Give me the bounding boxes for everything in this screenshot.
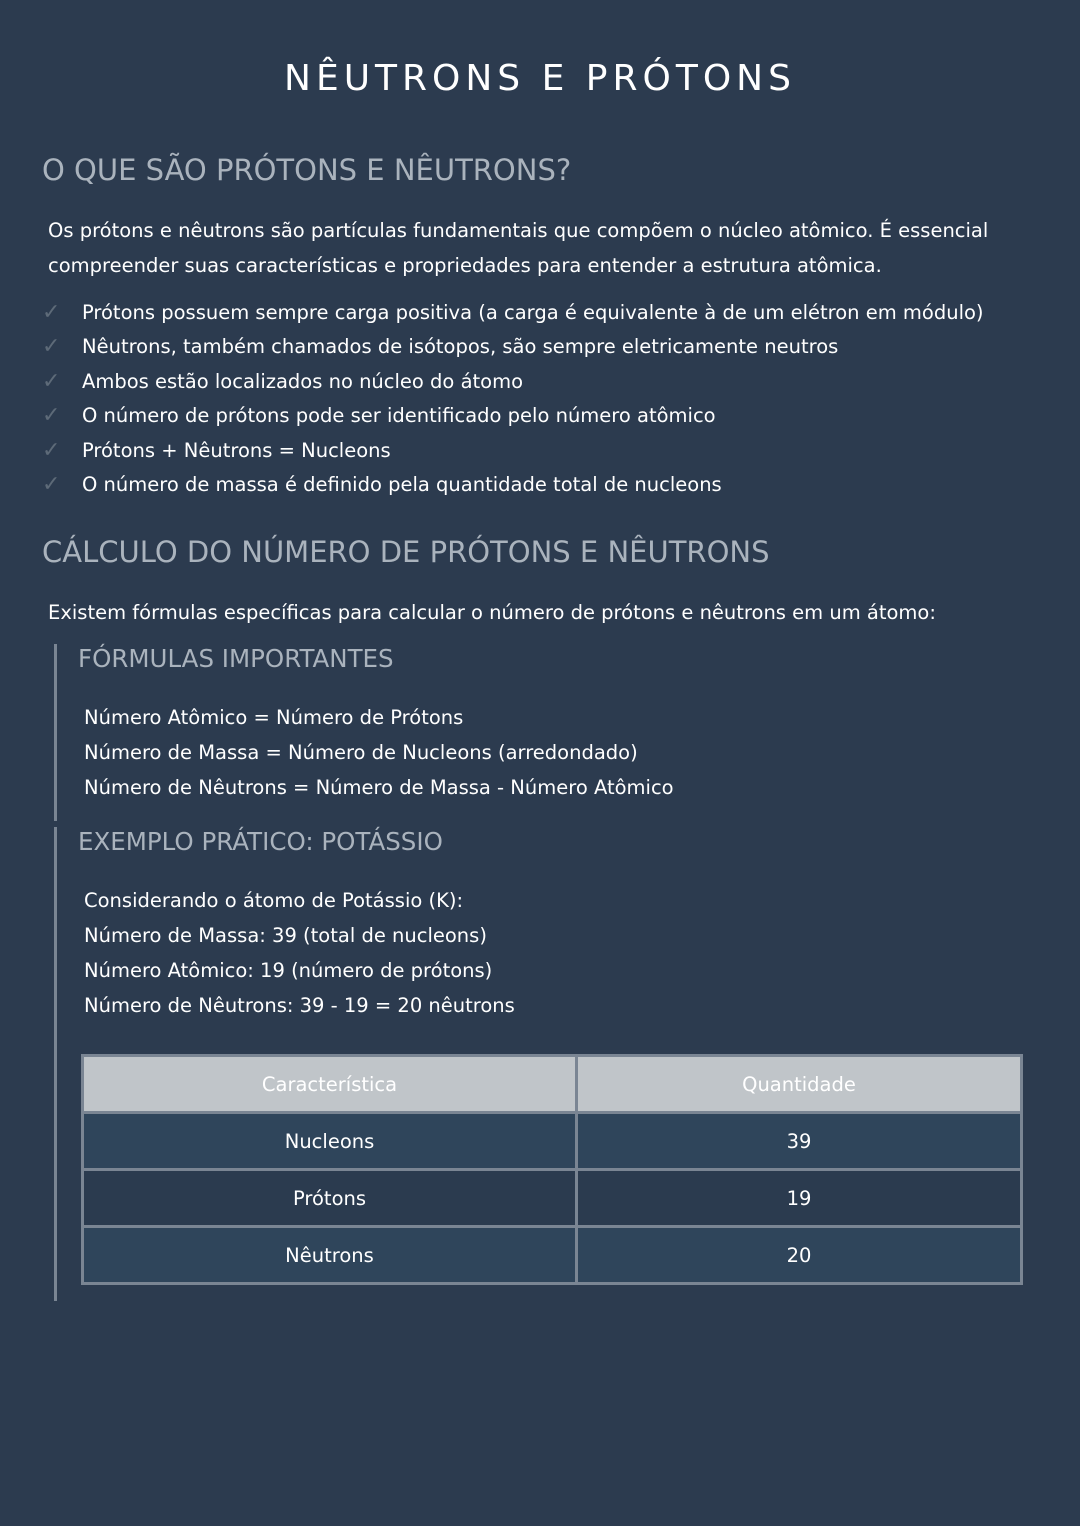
example-lines [84,883,515,1023]
formula-line: Número Atômico = Número de Prótons [84,706,464,729]
potassium-table [81,1054,1023,1285]
check-icon: ✓ [42,403,61,429]
example-line: Número de Nêutrons: 39 - 19 = 20 nêutrons [84,994,515,1017]
calculation-paragraph: Existem fórmulas específicas para calcular o número de prótons e nêutrons em um átomo: [48,601,936,624]
list-item: ✓ O número de massa é definido pela quantidade total de nucleons [42,468,984,502]
section-heading-calculation: CÁLCULO DO NÚMERO DE PRÓTONS E NÊUTRONS [42,535,770,569]
check-icon: ✓ [42,300,61,325]
section-heading-what-are: O QUE SÃO PRÓTONS E NÊUTRONS? [42,153,572,187]
table-cell: Nucleons [83,1113,577,1170]
table-row [83,1227,1022,1284]
example-box [54,827,1044,1301]
list-item: ✓ Prótons + Nêutrons = Nucleons [42,434,984,468]
table-cell: Prótons [83,1170,577,1227]
table-cell: 20 [577,1227,1022,1284]
example-line: Número de Massa: 39 (total de nucleons) [84,924,487,947]
table-row [83,1113,1022,1170]
table-cell: 39 [577,1113,1022,1170]
list-item: ✓ Nêutrons, também chamados de isótopos, são sempre eletricamente neutros [42,330,984,364]
check-icon: ✓ [42,471,61,497]
column-header: Característica [83,1056,577,1113]
example-line: Considerando o átomo de Potássio (K): [84,889,464,912]
list-item: ✓ Prótons possuem sempre carga positiva (a carga é equivalente à de um elétron em módulo) [42,296,984,330]
table-header-row [83,1056,1022,1113]
example-line: Número Atômico: 19 (número de prótons) [84,959,493,982]
page-title: NÊUTRONS E PRÓTONS [284,58,796,99]
check-icon: ✓ [42,334,61,360]
column-header: Quantidade [577,1056,1022,1113]
check-icon: ✓ [42,437,61,463]
intro-paragraph: Os prótons e nêutrons são partículas fundamentais que compõem o núcleo atômico. É essencial compreender suas características e propriedades para entender a estrutura atômica. [48,219,989,277]
list-item: ✓ Ambos estão localizados no núcleo do átomo [42,365,984,399]
formulas-list [84,700,674,805]
check-icon: ✓ [42,368,61,394]
table-cell: Nêutrons [83,1227,577,1284]
formula-line: Número de Massa = Número de Nucleons (arredondado) [84,741,638,764]
formulas-box [54,644,674,821]
example-title: EXEMPLO PRÁTICO: POTÁSSIO [78,827,443,856]
formula-line: Número de Nêutrons = Número de Massa - Número Atômico [84,776,674,799]
characteristics-list [42,296,984,502]
table-cell: 19 [577,1170,1022,1227]
formulas-title: FÓRMULAS IMPORTANTES [78,644,394,673]
table-row [83,1170,1022,1227]
list-item: ✓ O número de prótons pode ser identificado pelo número atômico [42,399,984,433]
